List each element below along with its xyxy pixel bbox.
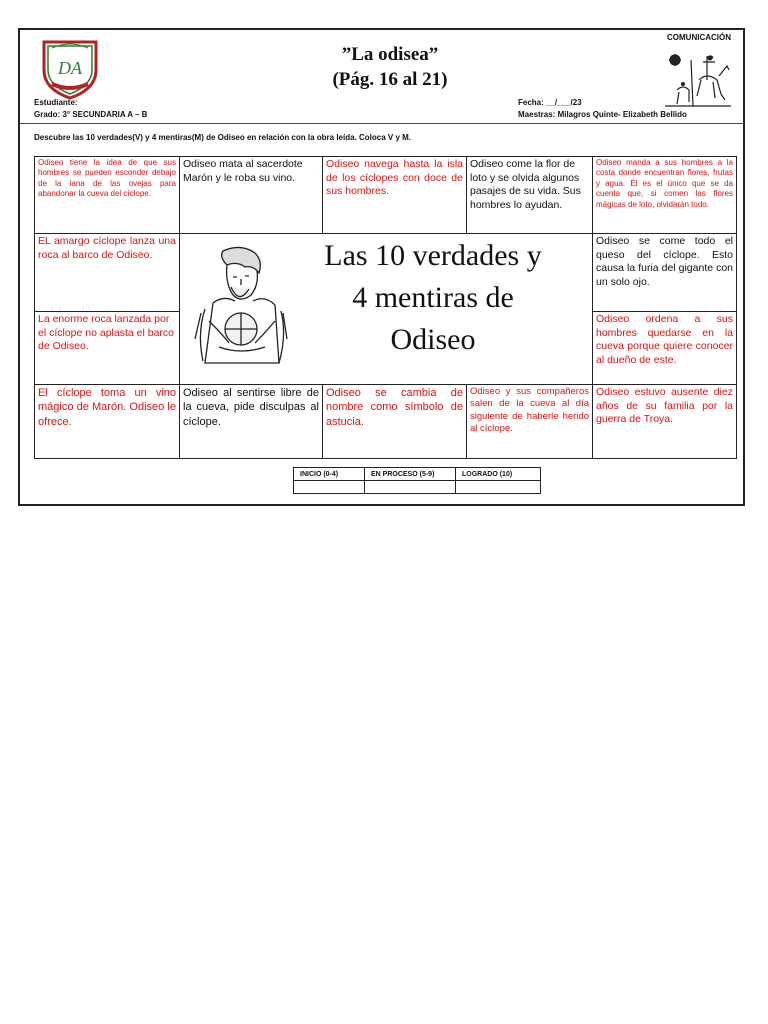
truths-lies-grid (34, 156, 737, 459)
statement-cell: Odiseo se cambia de nombre como símbolo de astucia. (323, 385, 467, 459)
center-title-line: Las 10 verdades y (324, 239, 542, 272)
date-label: Fecha: __/___/23 (518, 98, 582, 107)
center-title-line: 4 mentiras de (352, 281, 514, 314)
score-cell-inicio[interactable] (294, 481, 365, 494)
title-line-1: ”La odisea” (341, 44, 439, 65)
score-header-en-proceso: EN PROCESO (5-9) (365, 468, 456, 481)
statement-cell: Odiseo tiene la idea de que sus hombres se pueden esconder debajo de la lana de las ovejas para abandonar la cueva del cíclope. (35, 157, 180, 234)
teachers-label: Maestras: Milagros Quinte- Elizabeth Bellido (518, 110, 687, 119)
statement-cell: El cíclope toma un vino mágico de Marón. Odiseo le ofrece. (35, 385, 180, 459)
page-title (270, 42, 510, 92)
statement-cell: La enorme roca lanzada por el cíclope no aplasta el barco de Odiseo. (35, 312, 180, 385)
odysseus-illustration (183, 243, 289, 373)
statement-cell: Odiseo mata al sacerdote Marón y le roba su vino. (180, 157, 323, 234)
header-divider (20, 123, 743, 124)
title-line-2: (Pág. 16 al 21) (332, 69, 448, 90)
statement-cell: Odiseo ordena a sus hombres quedarse en la cueva porque quiere conocer al dueño de este. (593, 312, 736, 385)
don-quixote-icon (663, 50, 733, 108)
statement-cell: Odiseo manda a sus hombres a la costa donde encuentran flores, frutas y agua. Él es el único que se da cuenta que, si comen las flores mágicas de loto, olvidarán todo. (593, 157, 736, 234)
school-crest-icon (38, 36, 102, 100)
score-cell-en-proceso[interactable] (365, 481, 456, 494)
instruction-text: Descubre las 10 verdades(V) y 4 mentiras(M) de Odiseo en relación con la obra leída. Coloca V y M. (34, 133, 412, 142)
svg-text:DA: DA (58, 58, 82, 78)
worksheet-header (20, 30, 743, 123)
center-title-line: Odiseo (390, 323, 476, 356)
score-header-logrado: LOGRADO (10) (456, 468, 541, 481)
statement-cell: Odiseo come la flor de loto y se olvida algunos pasajes de su vida. Sus hombres lo ayudan. (467, 157, 593, 234)
statement-cell: Odiseo estuvo ausente diez años de su familia por la guerra de Troya. (596, 386, 733, 426)
grade-label: Grado: 3° SECUNDARIA A – B (34, 110, 148, 119)
center-title (293, 235, 573, 361)
score-cell-logrado[interactable] (456, 481, 541, 494)
statement-cell: Odiseo y sus compañeros salen de la cueva al día siguiente de haberle herido al cíclope. (467, 385, 593, 459)
student-label: Estudiante: (34, 98, 78, 107)
statement-cell: Odiseo navega hasta la isla de los cíclopes con doce de sus hombres. (323, 157, 467, 234)
statement-cell: Odiseo se come todo el queso del cíclope. Esto causa la furia del gigante con un solo ojo. (593, 234, 736, 312)
worksheet (18, 28, 745, 506)
statement-cell: EL amargo cíclope lanza una roca al barco de Odiseo. (35, 234, 180, 312)
subject-label: COMUNICACIÓN (667, 33, 731, 42)
statement-cell: Odiseo al sentirse libre de la cueva, pide disculpas al cíclope. (180, 385, 323, 459)
score-table (293, 467, 541, 494)
score-header-inicio: INICIO (0-4) (294, 468, 365, 481)
